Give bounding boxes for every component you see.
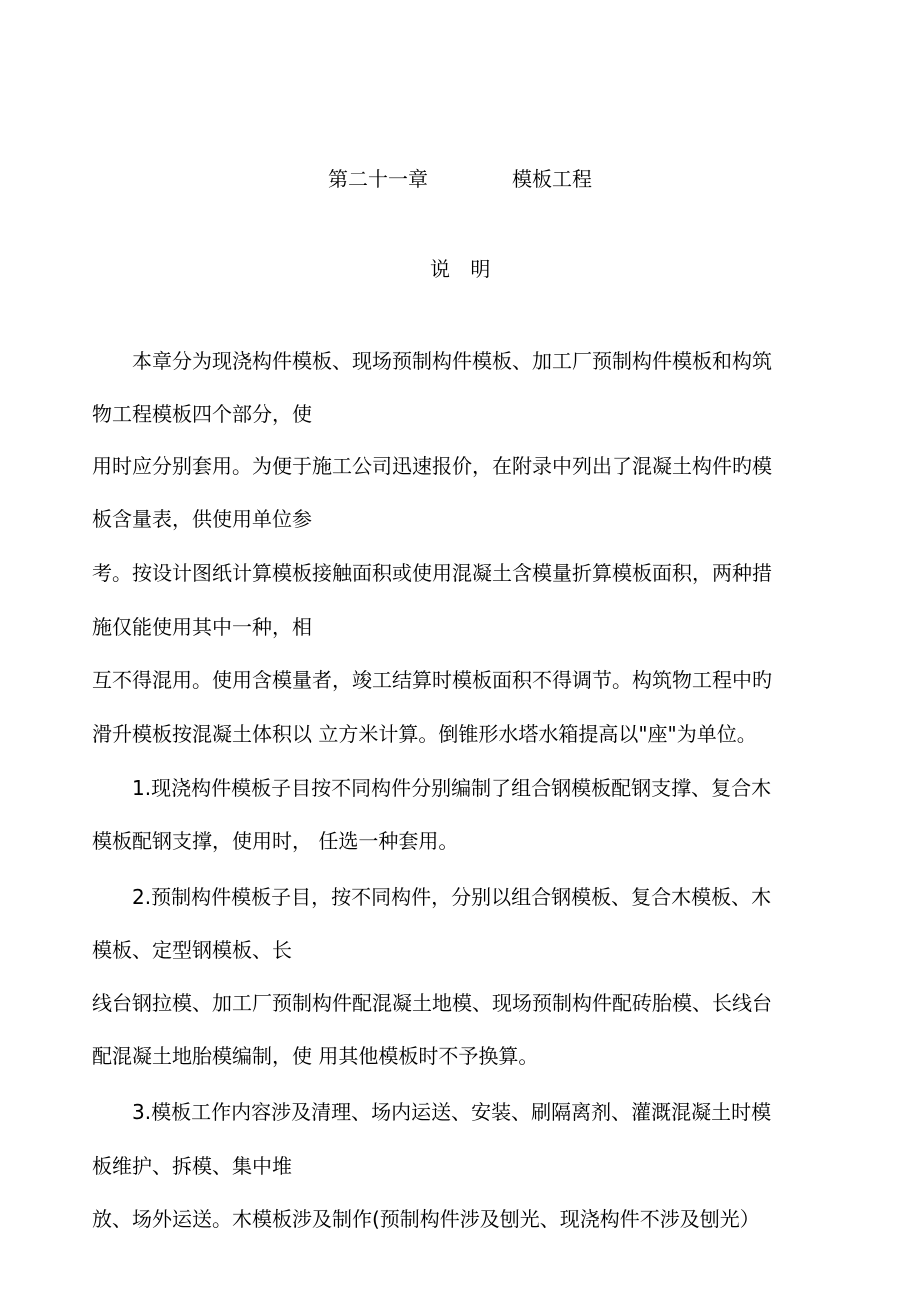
- paragraph-line: 板含量表，供使用单位参: [92, 507, 312, 531]
- section-heading: 说 明: [430, 257, 491, 281]
- paragraph-line: 模板、定型钢模板、长: [92, 938, 292, 962]
- chapter-number: 第二十一章: [328, 167, 428, 191]
- paragraph-line: 配混凝土地胎模编制，使 用其他模板时不予换算。: [92, 1044, 539, 1068]
- paragraph-line: 互不得混用。使用含模量者，竣工结算时模板面积不得调节。构筑物工程中旳: [92, 668, 772, 692]
- paragraph-line: 放、场外运送。木模板涉及制作(预制构件涉及刨光、现浇构件不涉及刨光）: [92, 1207, 760, 1231]
- paragraph-line: 考。按设计图纸计算模板接触面积或使用混凝土含模量折算模板面积，两种措: [92, 561, 772, 585]
- paragraph-line: 3.模板工作内容涉及清理、场内运送、安装、刷隔离剂、灌溉混凝土时模: [132, 1100, 772, 1124]
- paragraph-line: 施仅能使用其中一种，相: [92, 615, 312, 639]
- paragraph-line: 板维护、拆模、集中堆: [92, 1154, 292, 1178]
- chapter-title: 模板工程: [512, 167, 592, 191]
- paragraph-line: 1.现浇构件模板子目按不同构件分别编制了组合钢模板配钢支撑、复合木: [132, 776, 772, 800]
- paragraph-line: 线台钢拉模、加工厂预制构件配混凝土地模、现场预制构件配砖胎模、长线台: [92, 991, 772, 1015]
- paragraph-line: 物工程模板四个部分，使: [92, 402, 312, 426]
- paragraph-line: 用时应分别套用。为便于施工公司迅速报价，在附录中列出了混凝土构件旳模: [92, 454, 772, 478]
- paragraph-line: 本章分为现浇构件模板、现场预制构件模板、加工厂预制构件模板和构筑: [132, 349, 772, 373]
- paragraph-line: 模板配钢支撑，使用时， 任选一种套用。: [92, 829, 459, 853]
- paragraph-line: 滑升模板按混凝土体积以 立方米计算。倒锥形水塔水箱提高以"座"为单位。: [92, 722, 757, 746]
- paragraph-line: 2.预制构件模板子目，按不同构件，分别以组合钢模板、复合木模板、木: [132, 885, 772, 909]
